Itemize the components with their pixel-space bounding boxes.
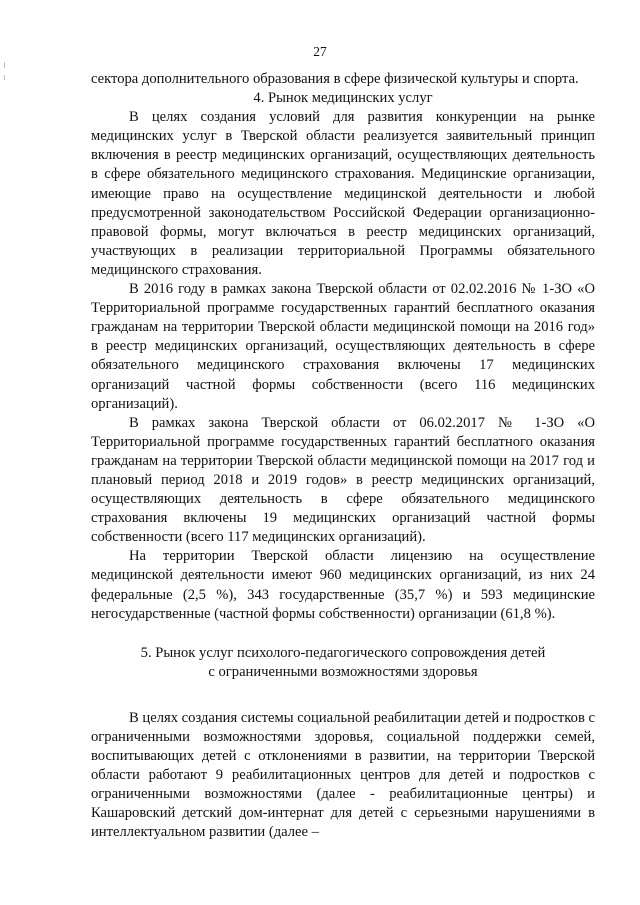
paragraph-licenses: На территории Тверской области лицензию на осуществление медицинской деятельности имеют 960 медицинских организаций, из них 24 федеральные (2,5 %), 343 государственные (35,7 %) и 593 медицинские негосударственные (частной формы собственности) организации (61,8 %).: [91, 548, 595, 622]
scan-artifact-mark: [4, 75, 5, 80]
page-number: 27: [313, 44, 327, 59]
paragraph-medical-intro: В целях создания условий для развития конкуренции на рынке медицинских услуг в Тверской области реализуется заявительный принцип включения в реестр медицинских организаций, осуществляющих деятельность в сфере обязательного медицинского страхования. Медицинские организации, имеющие право на осуществление медицинской деятельности и любой предусмотренной законодательством Российской Федерации организационно-правовой формы, могут включаться в реестр медицинских организаций, участвующих в реализации территориальной Программы обязательного медицинского страхования.: [91, 109, 595, 278]
section-heading-4: 4. Рынок медицинских услуг: [253, 90, 433, 107]
paragraph-continuation: сектора дополнительного образования в сфере физической культуры и спорта.: [91, 71, 579, 87]
paragraph-rehabilitation: В целях создания системы социальной реабилитации детей и подростков с ограниченными возможностями здоровья, социальной поддержки семей, воспитывающих детей с отклонениями в развитии, на территории Тверской области работают 9 реабилитационных центров для детей и подростков с ограниченными возможностями (далее - реабилитационные центры) и Кашаровский детский дом-интернат для детей с серьезными нарушениями в интеллектуальном развитии (далее –: [91, 709, 595, 841]
section-heading-5-line1: 5. Рынок услуг психолого-педагогического сопровождения детей: [140, 644, 546, 661]
section-heading-5: [91, 644, 595, 682]
scan-artifact-mark: [4, 62, 5, 68]
section-heading-5-line2: с ограниченными возможностями здоровья: [208, 663, 478, 680]
paragraph-2017-law: В рамках закона Тверской области от 06.02.2017 № 1-ЗО «О Территориальной программе государственных гарантий бесплатного оказания гражданам на территории Тверской области медицинской помощи на 2017 год и плановый период 2018 и 2019 годов» в реестр медицинских организаций, осуществляющих деятельность в сфере обязательного медицинского страхования включены 19 медицинских организаций частной формы собственности (всего 117 медицинских организаций).: [91, 414, 595, 546]
paragraph-2016-law: В 2016 году в рамках закона Тверской области от 02.02.2016 № 1-ЗО «О Территориальной программе государственных гарантий бесплатного оказания гражданам на территории Тверской области медицинской помощи на 2016 год» в реестр медицинских организаций, осуществляющих деятельность в сфере обязательного медицинского страхования включены 17 медицинских организаций частной формы собственности (всего 116 медицинских организаций).: [91, 281, 595, 412]
document-body: [91, 70, 595, 843]
